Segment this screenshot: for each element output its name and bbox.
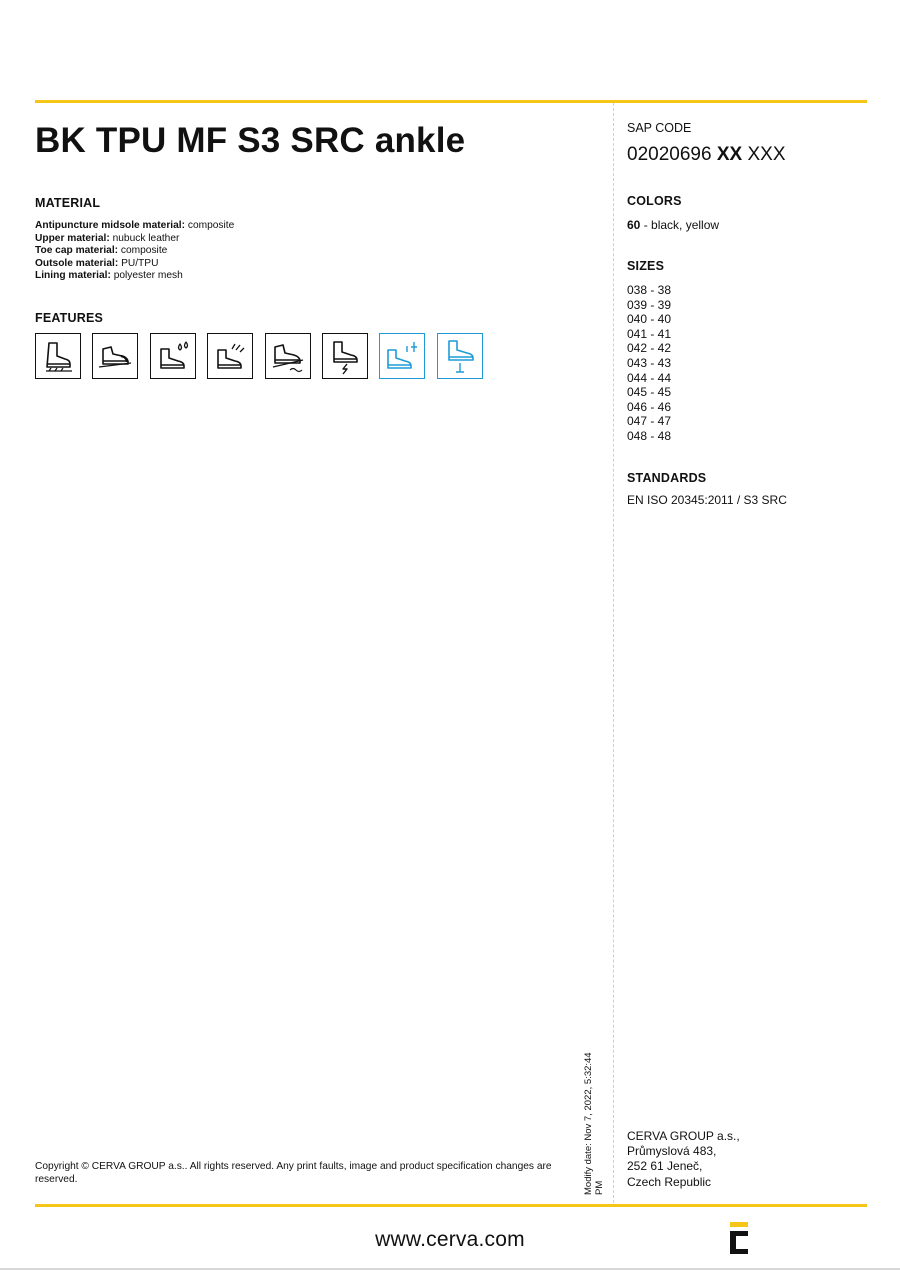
cerva-logo-icon bbox=[730, 1222, 748, 1254]
size-item: 041 - 41 bbox=[627, 326, 672, 341]
address-line: CERVA GROUP a.s., bbox=[627, 1129, 740, 1143]
material-row bbox=[35, 233, 234, 246]
column-divider bbox=[613, 103, 614, 1203]
feature-icons bbox=[35, 333, 483, 379]
product-title: BK TPU MF S3 SRC ankle bbox=[35, 121, 466, 160]
sap-code-bold-part: XX bbox=[716, 144, 743, 165]
size-item: 046 - 46 bbox=[627, 399, 672, 414]
standards-heading: STANDARDS bbox=[627, 471, 707, 485]
material-label: Outsole material: bbox=[35, 257, 119, 269]
material-row bbox=[35, 270, 234, 283]
size-item: 047 - 47 bbox=[627, 414, 672, 429]
sizes-list bbox=[627, 283, 671, 444]
size-item: 043 - 43 bbox=[627, 355, 672, 370]
features-heading: FEATURES bbox=[35, 311, 104, 325]
size-item: 045 - 45 bbox=[627, 385, 672, 400]
company-address bbox=[627, 1129, 740, 1190]
address-line: Czech Republic bbox=[627, 1174, 712, 1189]
src-slip-resistance-boot-icon bbox=[379, 333, 425, 379]
modify-date-line: PM bbox=[594, 1180, 605, 1195]
material-value: nubuck leather bbox=[112, 232, 180, 244]
size-item: 039 - 39 bbox=[627, 297, 672, 312]
top-accent-rule bbox=[35, 100, 867, 103]
size-item: 042 - 42 bbox=[627, 341, 672, 356]
ankle-boot-icon bbox=[437, 333, 483, 379]
material-row bbox=[35, 245, 234, 258]
toe-protection-boot-icon bbox=[92, 333, 138, 379]
size-item: 044 - 44 bbox=[627, 370, 672, 385]
address-line: 252 61 Jeneč, bbox=[627, 1159, 703, 1174]
size-item: 048 - 48 bbox=[627, 428, 672, 443]
material-label: Lining material: bbox=[35, 270, 111, 281]
antistatic-boot-icon bbox=[322, 333, 368, 379]
heel-energy-absorption-boot-icon bbox=[207, 333, 253, 379]
material-row bbox=[35, 220, 234, 233]
bottom-accent-rule bbox=[35, 1204, 867, 1207]
sap-code-label: SAP CODE bbox=[627, 121, 692, 135]
material-label: Upper material: bbox=[35, 232, 110, 244]
material-heading: MATERIAL bbox=[35, 196, 101, 210]
standards-value: EN ISO 20345:2011 / S3 SRC bbox=[627, 493, 787, 507]
modify-date bbox=[583, 1025, 605, 1195]
material-label: Toe cap material: bbox=[35, 245, 119, 256]
antipuncture-boot-icon bbox=[35, 333, 81, 379]
address-line: Průmyslová 483, bbox=[627, 1144, 717, 1159]
sap-code-number: 02020696 bbox=[627, 144, 712, 165]
colors-value bbox=[627, 218, 719, 232]
material-value: composite bbox=[187, 220, 235, 231]
copyright-notice: Copyright © CERVA GROUP a.s.. All rights reserved. Any print faults, image and product specification changes are reserved. bbox=[35, 1161, 552, 1185]
material-label: Antipuncture midsole material: bbox=[35, 220, 186, 231]
material-value: composite bbox=[120, 245, 168, 256]
sap-code-suffix: XXX bbox=[747, 144, 786, 165]
size-item: 040 - 40 bbox=[627, 312, 672, 327]
sizes-heading: SIZES bbox=[627, 259, 665, 273]
colors-heading: COLORS bbox=[627, 194, 682, 208]
color-description: - black, yellow bbox=[640, 218, 720, 232]
material-value: PU/TPU bbox=[121, 257, 159, 269]
water-resistant-boot-icon bbox=[150, 333, 196, 379]
material-list bbox=[35, 220, 234, 283]
sap-code-value bbox=[627, 144, 786, 166]
color-code: 60 bbox=[627, 218, 641, 232]
slip-resistant-boot-icon bbox=[265, 333, 311, 379]
material-value: polyester mesh bbox=[113, 270, 183, 281]
modify-date-line: Modify date: Nov 7, 2022, 5:32:44 bbox=[583, 1052, 594, 1195]
website-link[interactable]: www.cerva.com bbox=[375, 1228, 525, 1251]
size-item: 038 - 38 bbox=[627, 283, 672, 297]
material-row bbox=[35, 258, 234, 271]
